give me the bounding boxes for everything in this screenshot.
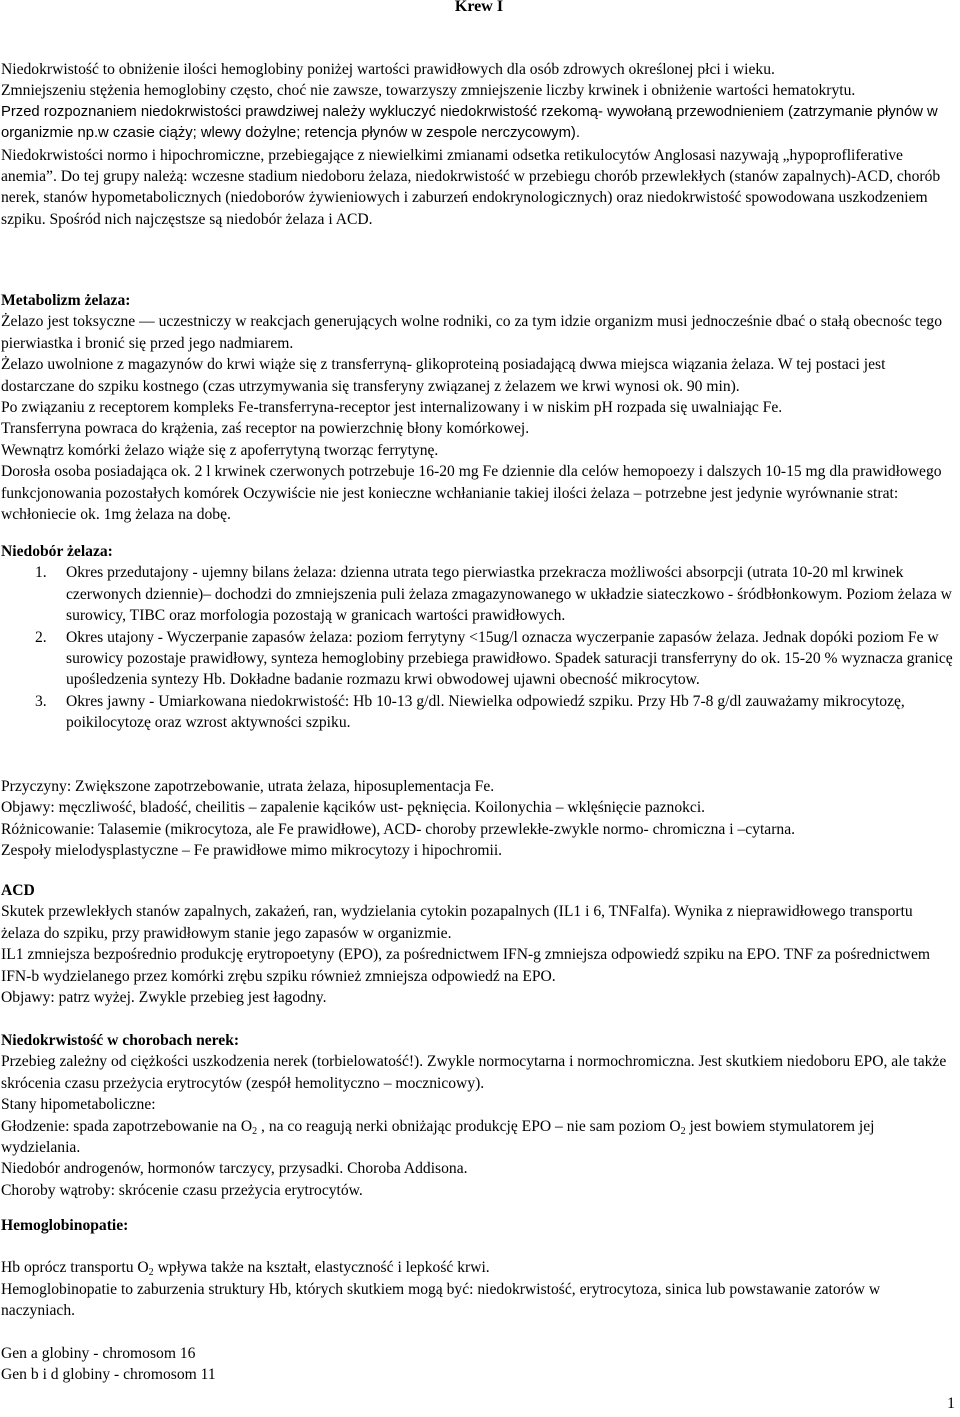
hemoglobinopatie-section bbox=[1, 1215, 955, 1385]
section-paragraph: Przebieg zależny od ciężkości uszkodzenia nerek (torbielowatość!). Zwykle normocytarna i normochromiczna. Jest skutkiem niedoboru EPO, ale także skrócenia czasu przeżycia erytrocytów (zespół hemolityczno – mocznicowy). bbox=[1, 1053, 947, 1092]
stage-list bbox=[1, 562, 955, 733]
intro-section bbox=[1, 59, 955, 230]
list-text: Okres przedutajony - ujemny bilans żelaza: dzienna utrata tego pierwiastka przekracza możliwości absorpcji (utrata 10-20 ml krwinek czerwonych dziennie)– dochodzi do zmniejszenia puli żelaza zmagazynowanego w układzie siateczkowo - śródbłonkowym. Poziom żelaza w surowicy, TIBC oraz morfologia pozostają w granicach wartości prawidłowych. bbox=[66, 564, 952, 625]
section-paragraph: Przyczyny: Zwiększone zapotrzebowanie, utrata żelaza, hiposuplementacja Fe. bbox=[1, 778, 495, 795]
section-paragraph: Żelazo uwolnione z magazynów do krwi wiąże się z transferryną- glikoproteiną posiadającą dwwa miejsca wiązania żelaza. W tej postaci jest dostarczane do szpiku kostnego (czas utrzymywania się transferyny związanej z żelazem we krwi wynosi ok. 90 min). bbox=[1, 356, 886, 395]
list-item bbox=[1, 562, 955, 626]
section-paragraph: Dorosła osoba posiadająca ok. 2 l krwinek czerwonych potrzebuje 16-20 mg Fe dziennie dla celów hemopoezy i dalszych 10-15 mg dla prawidłowego funkcjonowania pozostałych komórek Oczywiście nie jest konieczne wchłanianie takiej ilości żelaza – potrzebne jest jedynie wyrównanie strat: wchłoniecie ok. 1mg żelaza na dobę. bbox=[1, 463, 942, 524]
section-heading: Niedobór żelaza: bbox=[1, 543, 113, 560]
text-run: , na co reagują nerki obniżając produkcję EPO – nie sam poziom O bbox=[257, 1117, 681, 1135]
section-paragraph: Żelazo jest toksyczne — uczestniczy w reakcjach generujących wolne rodniki, co za tym idzie organizm musi jednocześnie dbać o stałą obecnośc tego pierwiastka i bronić się przed jego nadmiarem. bbox=[1, 313, 943, 352]
section-paragraph: Transferryna powraca do krążenia, zaś receptor na powierzchnię błony komórkowej. bbox=[1, 420, 530, 438]
section-heading: Niedokrwistość w chorobach nerek: bbox=[1, 1032, 240, 1049]
section-paragraph: Hemoglobinopatie to zaburzenia struktury Hb, których skutkiem mogą być: niedokrwistość, erytrocytoza, sinica lub powstawanie zatorów w naczyniach. bbox=[1, 1280, 881, 1320]
nerki-section bbox=[1, 1030, 955, 1201]
list-number: 3. bbox=[35, 692, 47, 710]
section-paragraph: Różnicowanie: Talasemie (mikrocytoza, ale Fe prawidłowe), ACD- choroby przewlekłe-zwykle normo- chromiczna i –cytarna. bbox=[1, 820, 796, 838]
list-text: Okres jawny - Umiarkowana niedokrwistość: Hb 10-13 g/dl. Niewielka odpowiedź szpiku. Przy Hb 7-8 g/dl zauważamy mikrocytozę, poikilocytozę oraz wzrost aktywności szpiku. bbox=[66, 692, 905, 732]
section-paragraph: Choroby wątroby: skrócenie czasu przeżycia erytrocytów. bbox=[1, 1181, 363, 1199]
text-run: jest bowiem stymulatorem jej wydzielania. bbox=[1, 1117, 875, 1157]
list-item bbox=[1, 691, 955, 734]
page-number: 1 bbox=[947, 1395, 955, 1412]
section-heading: Metabolizm żelaza: bbox=[1, 292, 131, 309]
hb-paragraph bbox=[1, 1257, 955, 1278]
section-paragraph: Wewnątrz komórki żelazo wiąże się z apoferrytyną tworząc ferrytynę. bbox=[1, 441, 439, 459]
intro-paragraph: Przed rozpoznaniem niedokrwistości prawdziwej należy wykluczyć niedokrwistość rzekomą- wywołaną przewodnieniem (zatrzymanie płynów w organizmie np.w czasie ciąży; wlewy dożylne; retencja płynów w zespole nerczycowym). bbox=[1, 103, 938, 142]
gene-line: Gen b i d globiny - chromosom 11 bbox=[1, 1366, 216, 1384]
section-paragraph: IL1 zmniejsza bezpośrednio produkcję erytropoetyny (EPO), za pośrednictwem IFN-g zmniejsza odpowiedź szpiku na EPO. TNF za pośrednictwem IFN-b wydzielanego przez komórki zrębu szpiku również zmniejsza odpowiedź na EPO. bbox=[1, 946, 931, 985]
text-run: Głodzenie: spada zapotrzebowanie na O bbox=[1, 1117, 253, 1135]
section-paragraph: Objawy: męczliwość, bladość, cheilitis – zapalenie kącików ust- pęknięcia. Koilonychia – wklęśnięcie paznokci. bbox=[1, 799, 706, 817]
metabolizm-section bbox=[1, 290, 955, 525]
list-item bbox=[1, 627, 955, 691]
text-run: Hb oprócz transportu O bbox=[1, 1259, 149, 1277]
subscript: 2 bbox=[148, 1267, 154, 1279]
przyczyny-section bbox=[1, 776, 955, 862]
intro-paragraph: Niedokrwistość to obniżenie ilości hemoglobiny poniżej wartości prawidłowych dla osób zdrowych określonej płci i wieku. bbox=[1, 61, 775, 78]
acd-section bbox=[1, 880, 955, 1008]
subscript: 2 bbox=[680, 1125, 686, 1137]
section-heading: Hemoglobinopatie: bbox=[1, 1217, 129, 1234]
section-heading: ACD bbox=[1, 882, 35, 899]
intro-paragraph: Niedokrwistości normo i hipochromiczne, przebiegające z niewielkimi zmianami odsetka retikulocytów Anglosasi nazywają „hypoprofliferative anemia”. Do tej grupy należą: wczesne stadium niedoboru żelaza, niedokrwistość w przebiegu chorób przewlekłych (stanów zapalnych)-ACD, chorób nerek, stanów hypometabolicznych (niedoborów żywieniowych i zaburzeń endokrynologicznych) oraz niedokrwistość spowodowana uszkodzeniem szpiku. Spośród nich najczęstsze są niedobór żelaza i ACD. bbox=[1, 146, 941, 228]
section-paragraph: Po związaniu z receptorem kompleks Fe-transferryna-receptor jest internalizowany i w niskim pH rozpada się uwalniając Fe. bbox=[1, 399, 783, 417]
glodzenie-paragraph bbox=[1, 1116, 955, 1159]
subscript: 2 bbox=[252, 1125, 258, 1137]
page-title: Krew I bbox=[454, 0, 504, 15]
text-run: wpływa także na kształt, elastyczność i lepkość krwi. bbox=[153, 1259, 490, 1277]
niedobor-section bbox=[1, 541, 955, 734]
section-paragraph: Niedobór androgenów, hormonów tarczycy, przysadki. Choroba Addisona. bbox=[1, 1160, 468, 1178]
list-number: 1. bbox=[35, 564, 47, 582]
section-paragraph: Stany hipometaboliczne: bbox=[1, 1096, 156, 1114]
section-paragraph: Skutek przewlekłych stanów zapalnych, zakażeń, ran, wydzielania cytokin pozapalnych (IL1 i 6, TNFalfa). Wynika z nieprawidłowego transportu żelaza do szpiku, przy prawidłowym stanie jego zapasów w organizmie. bbox=[1, 903, 913, 942]
gene-line: Gen a globiny - chromosom 16 bbox=[1, 1344, 196, 1362]
section-paragraph: Zespoły mielodysplastyczne – Fe prawidłowe mimo mikrocytozy i hipochromii. bbox=[1, 842, 503, 860]
intro-paragraph: Zmniejszeniu stężenia hemoglobiny często, choć nie zawsze, towarzyszy zmniejszenie liczby krwinek i obniżenie wartości hematokrytu. bbox=[1, 82, 856, 100]
section-paragraph: Objawy: patrz wyżej. Zwykle przebieg jest łagodny. bbox=[1, 989, 327, 1007]
list-number: 2. bbox=[35, 628, 47, 646]
list-text: Okres utajony - Wyczerpanie zapasów żelaza: poziom ferrytyny <15ug/l oznacza wyczerpanie zapasów żelaza. Jednak dopóki poziom Fe w surowicy pozostaje prawidłowy, synteza hemoglobiny przebiega prawidłowo. Spadek saturacji transferryny do ok. 15-20 % wyznacza granicę upośledzenia syntezy Hb. Dokładne badanie rozmazu krwi obwodowej ujawni obecność mikrocytow. bbox=[66, 628, 953, 689]
